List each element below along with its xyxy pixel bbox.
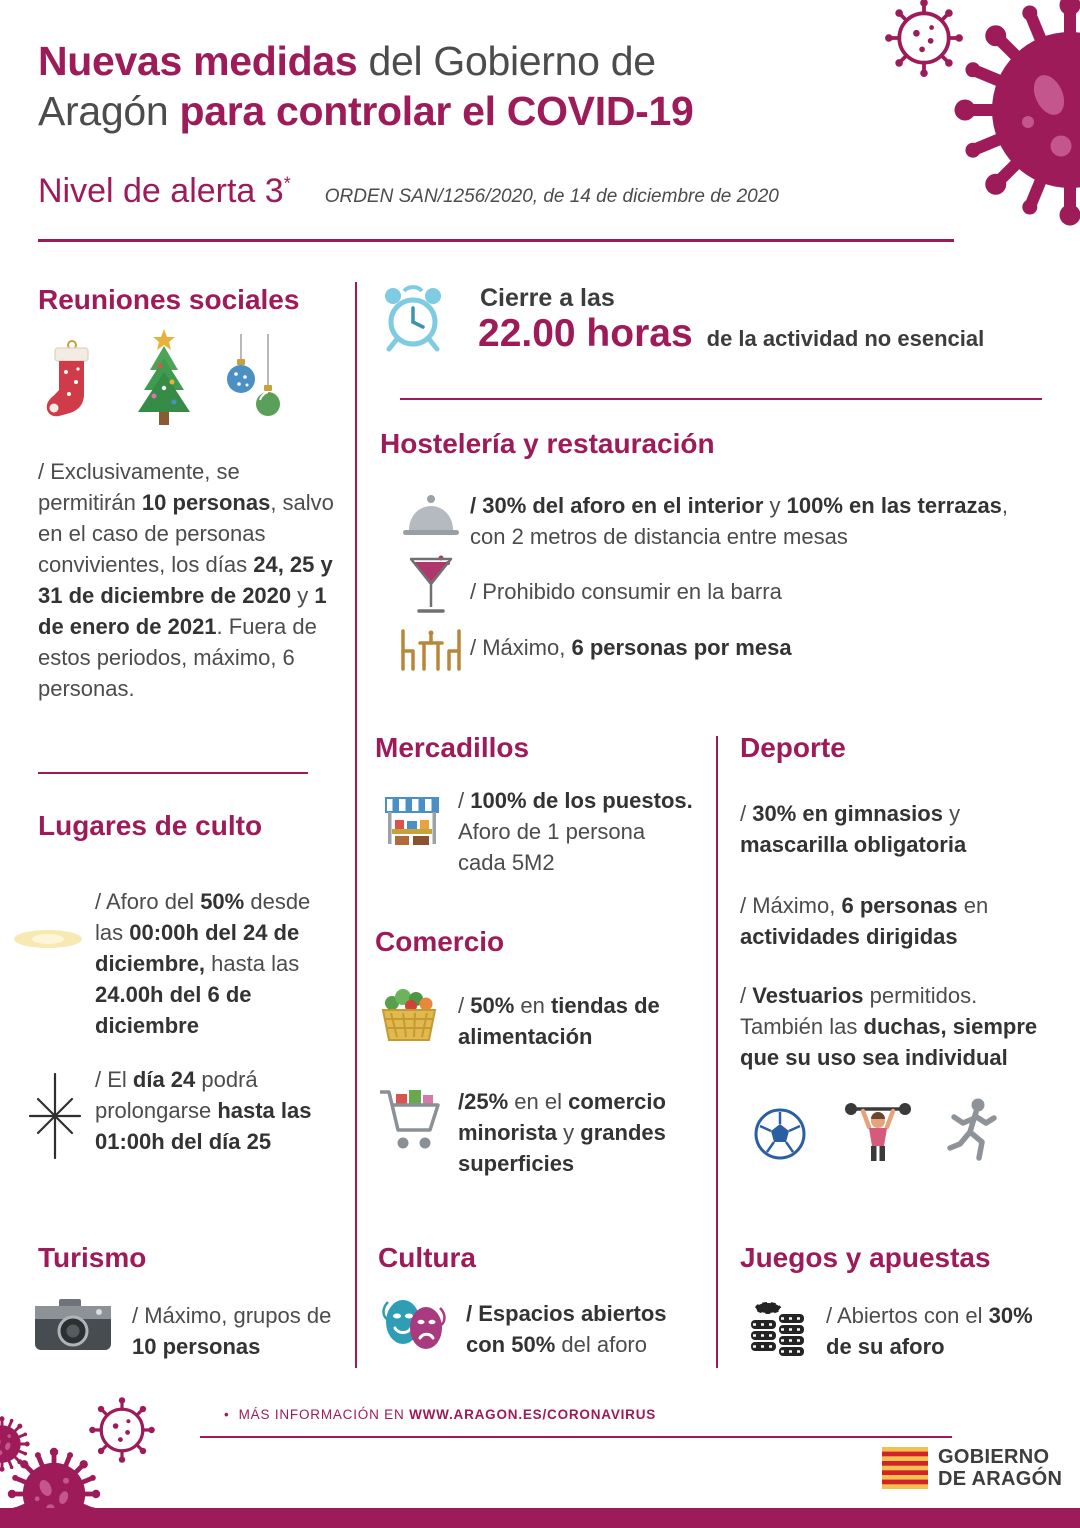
closure-time: 22.00 horas — [478, 312, 693, 355]
mercadillos-item-1: / 100% de los puestos. Aforo de 1 persona cada 5M2 — [458, 788, 693, 875]
serving-dish-icon — [402, 492, 460, 540]
closure-intro: Cierre a las — [480, 284, 615, 312]
deporte-item-1: / 30% en gimnasios y mascarilla obligatoria — [740, 801, 967, 857]
food-basket-icon — [378, 986, 440, 1044]
column-divider-right — [716, 736, 718, 1368]
left-divider-1 — [38, 772, 308, 774]
camera-icon — [33, 1297, 113, 1353]
culto-item-1: / Aforo del 50% desde las 00:00h del 24 de diciembre, hasta las 24.00h del 6 de diciembre — [95, 889, 311, 1038]
comercio-item-1: / 50% en tiendas de alimentación — [458, 993, 660, 1049]
hosteleria-item-1: / 30% del aforo en el interior y 100% en las terrazas, con 2 metros de distancia entre mesas — [470, 493, 1009, 549]
table-and-chairs-icon — [398, 628, 464, 672]
page-title — [38, 36, 918, 136]
cultura-item-1: / Espacios abiertos con 50% del aforo — [466, 1301, 667, 1357]
bottom-accent-bar — [0, 1508, 1080, 1528]
section-title-hosteleria: Hostelería y restauración — [380, 428, 715, 459]
turismo-item-1: / Máximo, grupos de 10 personas — [132, 1303, 332, 1359]
section-title-cultura: Cultura — [378, 1242, 476, 1273]
page-title-line2: Aragón para controlar el COVID-19 — [38, 88, 694, 134]
comercio-item-2: /25% en el comercio minorista y grandes superficies — [458, 1089, 666, 1176]
hosteleria-item-3: / Máximo, 6 personas por mesa — [470, 635, 792, 660]
gobierno-aragon-logo — [882, 1446, 1062, 1490]
deporte-item-3: / Vestuarios permitidos. También las duchas, siempre que su uso sea individual — [740, 983, 1038, 1070]
closure-divider — [400, 398, 1042, 400]
alert-row — [38, 172, 938, 211]
header-divider — [38, 239, 954, 242]
section-title-mercadillos: Mercadillos — [375, 732, 530, 763]
footer-info: • MÁS INFORMACIÓN EN WWW.ARAGON.ES/CORONAVIRUS — [224, 1407, 657, 1422]
logo-line1: GOBIERNO — [938, 1446, 1050, 1468]
cocktail-icon — [408, 554, 454, 618]
section-title-deporte: Deporte — [740, 732, 846, 763]
column-divider-left — [355, 282, 357, 1368]
section-title-juegos: Juegos y apuestas — [740, 1242, 991, 1273]
alert-level-text: Nivel de alerta 3 — [38, 172, 284, 210]
christmas-tree-icon — [122, 326, 206, 430]
reuniones-body: / Exclusivamente, se permitirán 10 personas, salvo en el caso de personas convivientes, los días 24, 25 y 31 de diciembre de 2020 y 1 de enero de 2021. Fuera de estos periodos, máximo, 6 personas. — [38, 459, 334, 701]
order-reference: ORDEN SAN/1256/2020, de 14 de diciembre de 2020 — [324, 186, 779, 207]
stocking-icon — [42, 338, 98, 428]
weightlifting-icon — [843, 1100, 913, 1164]
section-title-reuniones: Reuniones sociales — [38, 284, 300, 315]
culto-item-2: / El día 24 podrá prolongarse hasta las 01:00h del día 25 — [95, 1067, 312, 1154]
section-title-culto: Lugares de culto — [38, 810, 263, 841]
section-title-comercio: Comercio — [375, 926, 505, 957]
juegos-item-1: / Abiertos con el 30% de su aforo — [826, 1303, 1033, 1359]
logo-text — [938, 1446, 1062, 1490]
theater-masks-icon — [378, 1294, 450, 1356]
running-icon — [946, 1096, 998, 1166]
soccer-ball-icon — [752, 1106, 808, 1162]
aragon-flag-icon — [882, 1447, 928, 1489]
deporte-item-2: / Máximo, 6 personas en actividades dirigidas — [740, 893, 989, 949]
section-title-turismo: Turismo — [38, 1242, 147, 1273]
candle-glow-icon — [10, 922, 86, 956]
hosteleria-item-2: / Prohibido consumir en la barra — [470, 579, 782, 604]
poker-chips-icon — [748, 1296, 806, 1356]
bethlehem-star-icon — [26, 1072, 84, 1160]
market-stall-icon — [383, 792, 441, 850]
closure-row — [478, 312, 984, 356]
ornaments-icon — [224, 334, 282, 430]
alert-level — [38, 172, 291, 211]
alarm-clock-icon — [378, 282, 448, 354]
alert-note-mark: * — [283, 173, 291, 194]
page-title-line1: Nuevas medidas del Gobierno de — [38, 38, 656, 84]
logo-line2: DE ARAGÓN — [938, 1468, 1063, 1490]
closure-detail: de la actividad no esencial — [706, 326, 985, 351]
footer-divider — [200, 1436, 952, 1438]
virus-icon — [940, 0, 1080, 240]
shopping-cart-icon — [376, 1086, 444, 1158]
